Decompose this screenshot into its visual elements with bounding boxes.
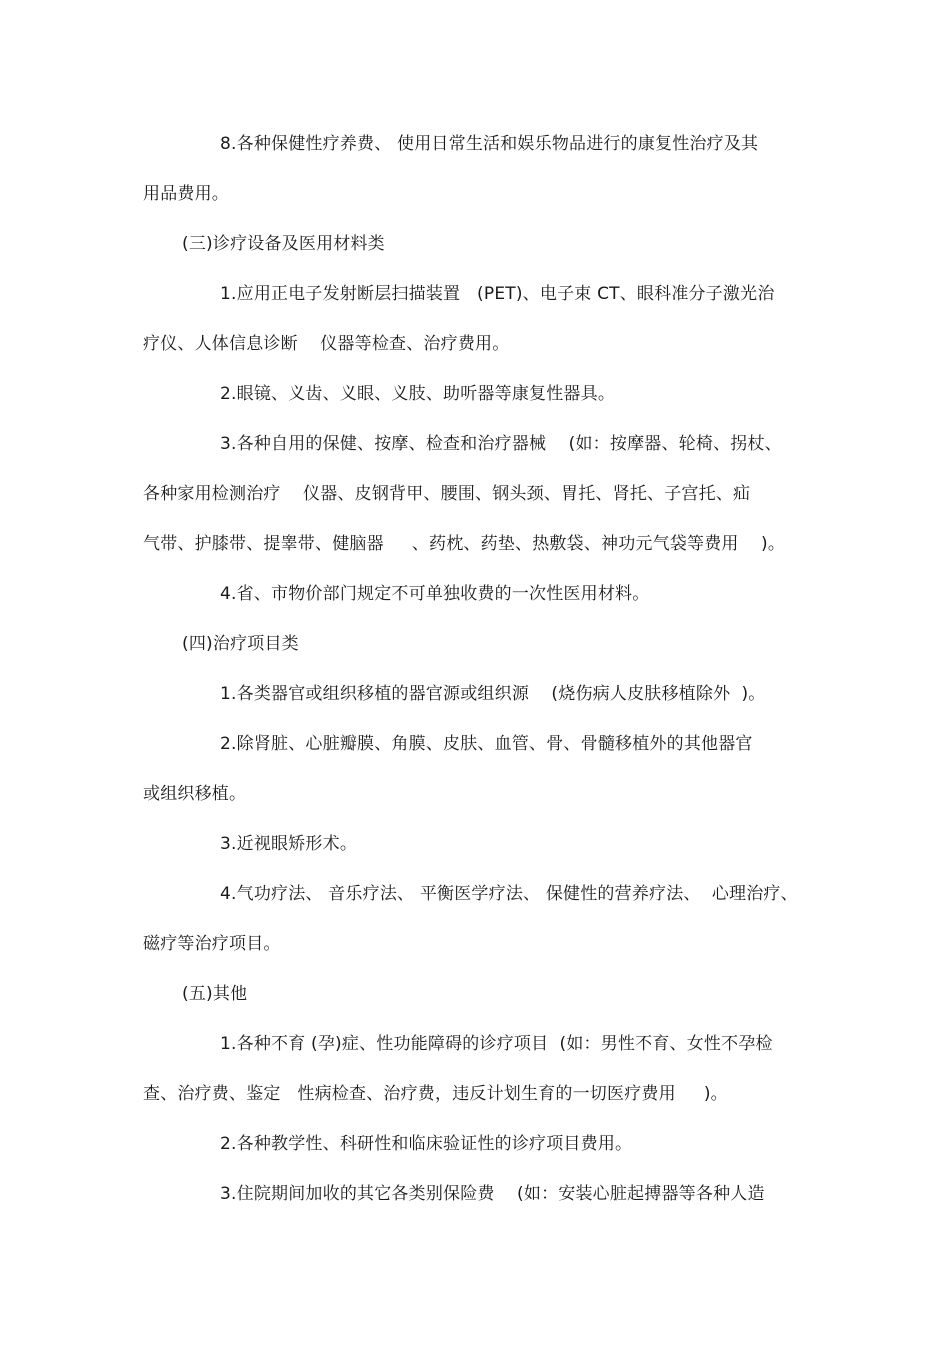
text-line: 气带、护膝带、提睾带、健脑器 、药枕、药垫、热敷袋、神功元气袋等费用 )。 — [143, 534, 786, 554]
text-line: 或组织移植。 — [143, 784, 247, 804]
text-line: 3.近视眼矫形术。 — [220, 834, 358, 854]
text-line: 1.应用正电子发射断层扫描装置 (PET)、电子束 CT、眼科准分子激光治 — [220, 284, 775, 304]
text-line: 磁疗等治疗项目。 — [143, 934, 281, 954]
text-line: 4.气功疗法、 音乐疗法、 平衡医学疗法、 保健性的营养疗法、 心理治疗、 — [220, 884, 798, 904]
text-line: 1.各种不育 (孕)症、性功能障碍的诊疗项目 (如：男性不育、女性不孕检 — [220, 1034, 773, 1054]
text-line: 4.省、市物价部门规定不可单独收费的一次性医用材料。 — [220, 584, 650, 604]
text-line: 3.各种自用的保健、按摩、检查和治疗器械 (如：按摩器、轮椅、拐杖、 — [220, 434, 782, 454]
text-line: 1.各类器官或组织移植的器官源或组织源 (烧伤病人皮肤移植除外 )。 — [220, 684, 766, 704]
text-line: 2.除肾脏、心脏瓣膜、角膜、皮肤、血管、骨、骨髓移植外的其他器官 — [220, 734, 753, 754]
text-line: 各种家用检测治疗 仪器、皮钢背甲、腰围、钢头颈、胃托、肾托、子宫托、疝 — [143, 484, 751, 504]
text-line: 疗仪、人体信息诊断 仪器等检查、治疗费用。 — [143, 334, 510, 354]
text-line: 用品费用。 — [143, 184, 229, 204]
text-line: 3.住院期间加收的其它各类别保险费 (如：安装心脏起搏器等各种人造 — [220, 1184, 765, 1204]
text-line: 查、治疗费、鉴定 性病检查、治疗费，违反计划生育的一切医疗费用 )。 — [143, 1084, 728, 1104]
text-line: 8.各种保健性疗养费、 使用日常生活和娱乐物品进行的康复性治疗及其 — [220, 134, 759, 154]
text-line: 2.眼镜、义齿、义眼、义肢、助听器等康复性器具。 — [220, 384, 616, 404]
section-heading: (三)诊疗设备及医用材料类 — [182, 234, 385, 254]
section-heading: (五)其他 — [182, 984, 248, 1004]
section-heading: (四)治疗项目类 — [182, 634, 299, 654]
text-line: 2.各种教学性、科研性和临床验证性的诊疗项目费用。 — [220, 1134, 633, 1154]
